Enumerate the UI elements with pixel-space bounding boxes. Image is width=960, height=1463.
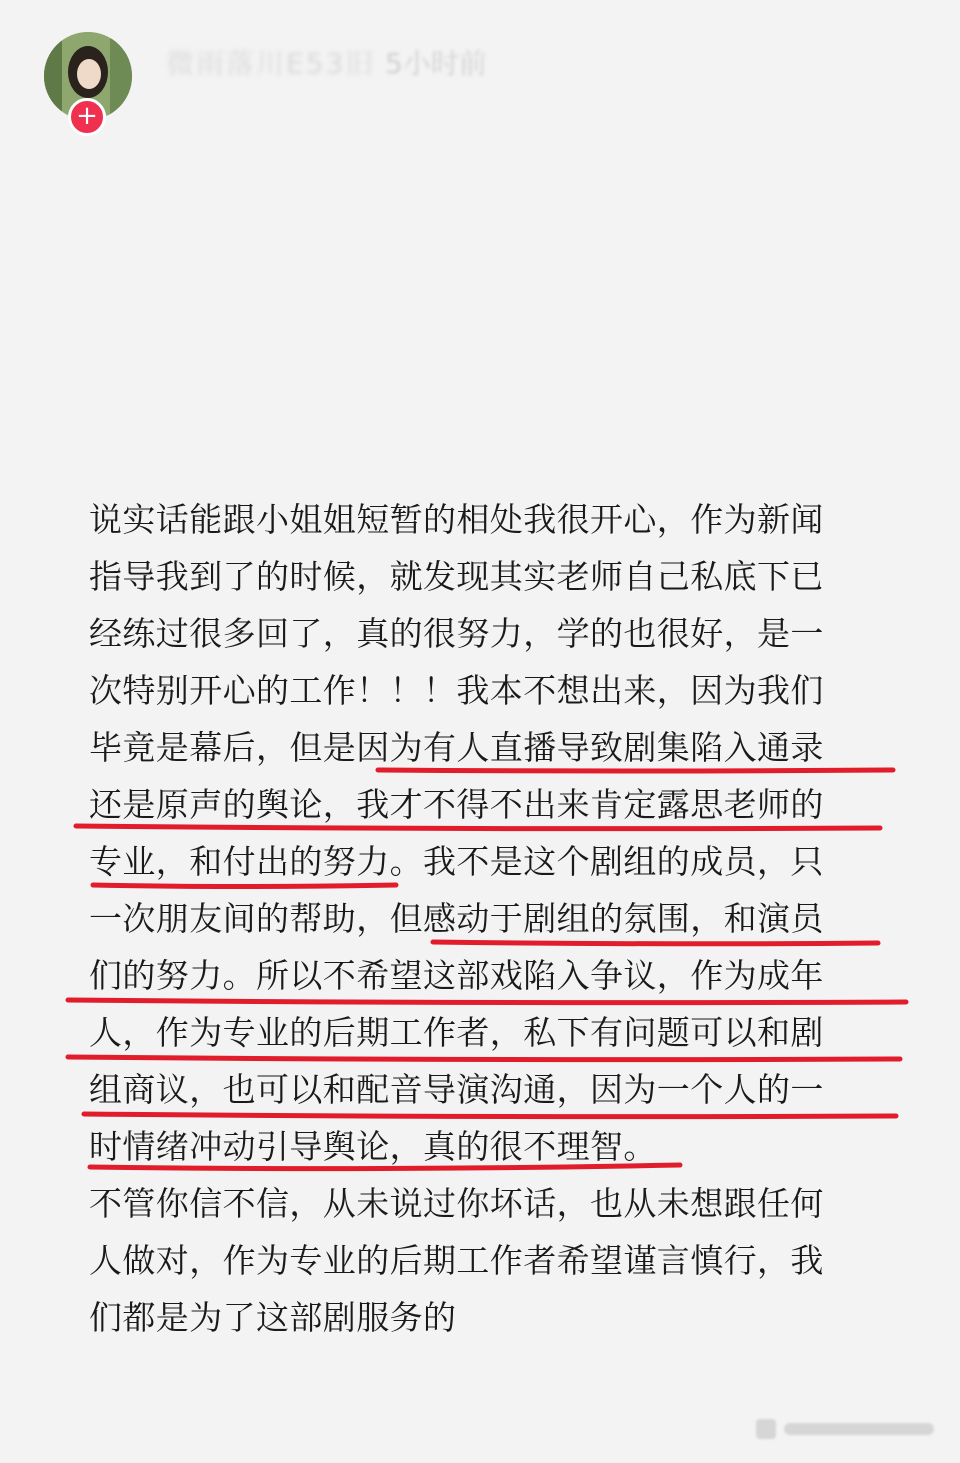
post-text-line: 们都是为了这部剧服务的 [89,1298,457,1337]
post-text-line: 人，作为专业的后期工作者，私下有问题可以和剧 [89,1013,824,1052]
post-text-line: 毕竟是幕后，但是因为有人直播导致剧集陷入通录 [89,728,824,767]
post-text-line: 不管你信不信，从未说过你坏话，也从未想跟任何 [89,1184,824,1223]
post-text-line: 指导我到了的时候，就发现其实老师自己私底下已 [89,557,824,596]
post-text-line: 时情绪冲动引导舆论，真的很不理智。 [89,1127,657,1166]
post-text-line: 说实话能跟小姐姐短暂的相处我很开心，作为新闻 [89,500,824,539]
author-name[interactable]: 微雨落川E53旧 [166,47,376,80]
post-time: 5小时前 [385,47,487,80]
post-text-line: 们的努力。所以不希望这部戏陷入争议，作为成年 [89,956,824,995]
post-text-line: 专业，和付出的努力。我不是这个剧组的成员，只 [89,842,824,881]
post-text-line: 人做对，作为专业的后期工作者希望谨言慎行，我 [89,1241,824,1280]
watermark-logo [756,1415,946,1445]
post-text-line: 经练过很多回了，真的很努力，学的也很好，是一 [89,614,824,653]
post-text-line: 次特别开心的工作！！！我本不想出来，因为我们 [89,671,824,710]
post-content [89,491,879,1346]
plus-icon: + [76,101,98,131]
post-header [40,28,920,148]
post-text-line: 一次朋友间的帮助，但感动于剧组的氛围，和演员 [89,899,824,938]
post-text-line: 组商议，也可以和配音导演沟通，因为一个人的一 [89,1070,824,1109]
post-text-line: 还是原声的舆论，我才不得不出来肯定露思老师的 [89,785,824,824]
follow-button[interactable] [68,98,106,136]
